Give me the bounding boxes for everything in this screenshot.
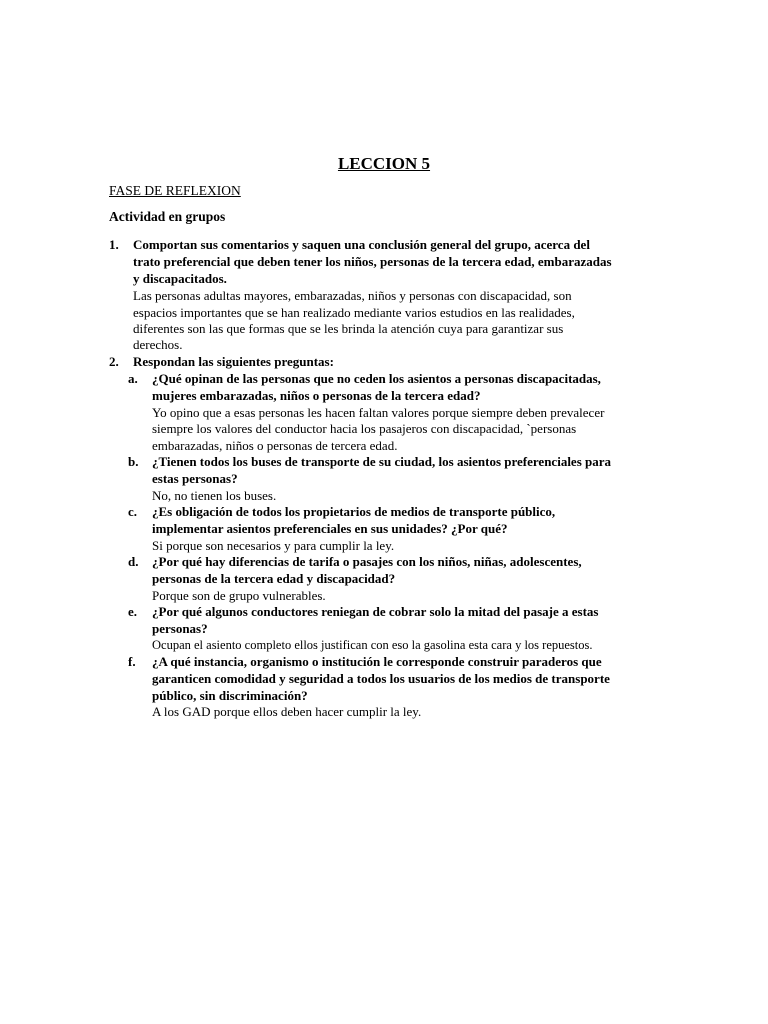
- subquestion-letter: f.: [128, 654, 136, 669]
- question-2-number: 2.: [109, 354, 119, 369]
- subanswer-text: No, no tienen los buses.: [152, 488, 277, 503]
- question-1-text: y discapacitados.: [133, 271, 227, 286]
- subquestion-text: ¿Es obligación de todos los propietarios de medios de transporte público,: [152, 504, 556, 519]
- subquestion-text: público, sin discriminación?: [152, 688, 308, 703]
- subquestion-letter: a.: [128, 371, 138, 386]
- subanswer-text: siempre los valores del conductor hacia los pasajeros con discapacidad, `personas: [152, 421, 577, 436]
- subquestion-text: ¿Por qué algunos conductores reniegan de cobrar solo la mitad del pasaje a estas: [152, 604, 599, 619]
- question-1-text: Comportan sus comentarios y saquen una conclusión general del grupo, acerca del: [133, 237, 590, 252]
- subquestion-text: ¿Por qué hay diferencias de tarifa o pasajes con los niños, niñas, adolescentes,: [152, 554, 582, 569]
- subquestion-text: garanticen comodidad y seguridad a todos los usuarios de los medios de transporte: [152, 671, 610, 686]
- subquestion-text: mujeres embarazadas, niños o personas de la tercera edad?: [152, 388, 481, 403]
- subanswer-text: Ocupan el asiento completo ellos justifican con eso la gasolina esta cara y los repuestos.: [152, 638, 593, 652]
- answer-1-text: diferentes son las que formas que se les brinda la atención cuya para garantizar sus: [133, 321, 564, 336]
- question-1-number: 1.: [109, 237, 119, 252]
- answer-1-text: derechos.: [133, 337, 183, 352]
- question-2-text: Respondan las siguientes preguntas:: [133, 354, 334, 369]
- subanswer-text: A los GAD porque ellos deben hacer cumplir la ley.: [152, 704, 422, 719]
- subanswer-text: Si porque son necesarios y para cumplir la ley.: [152, 538, 395, 553]
- subquestion-letter: c.: [128, 504, 138, 519]
- section-heading: FASE DE REFLEXION: [109, 183, 241, 198]
- page-title: LECCION 5: [337, 154, 431, 173]
- subquestion-letter: b.: [128, 454, 139, 469]
- subquestion-text: ¿A qué instancia, organismo o institución le corresponde construir paraderos que: [152, 654, 602, 669]
- subquestion-letter: d.: [128, 554, 139, 569]
- subquestion-text: ¿Tienen todos los buses de transporte de su ciudad, los asientos preferenciales para: [152, 454, 612, 469]
- subanswer-text: Yo opino que a esas personas les hacen faltan valores porque siempre deben prevalecer: [152, 405, 605, 420]
- subquestion-text: ¿Qué opinan de las personas que no ceden los asientos a personas discapacitadas,: [152, 371, 601, 386]
- subquestion-letter: e.: [128, 604, 138, 619]
- subquestion-text: estas personas?: [152, 471, 238, 486]
- answer-1-text: espacios importantes que se han realizado mediante varios estudios en las realidades,: [133, 305, 575, 320]
- activity-heading: Actividad en grupos: [109, 209, 226, 224]
- answer-1-text: Las personas adultas mayores, embarazadas, niños y personas con discapacidad, son: [133, 288, 572, 303]
- subanswer-text: Porque son de grupo vulnerables.: [152, 588, 326, 603]
- question-1-text: trato preferencial que deben tener los niños, personas de la tercera edad, embarazadas: [133, 254, 612, 269]
- subquestion-text: implementar asientos preferenciales en sus unidades? ¿Por qué?: [152, 521, 508, 536]
- subquestion-text: personas de la tercera edad y discapacidad?: [152, 571, 396, 586]
- subquestion-text: personas?: [152, 621, 208, 636]
- subanswer-text: embarazadas, niños o personas de tercera edad.: [152, 438, 398, 453]
